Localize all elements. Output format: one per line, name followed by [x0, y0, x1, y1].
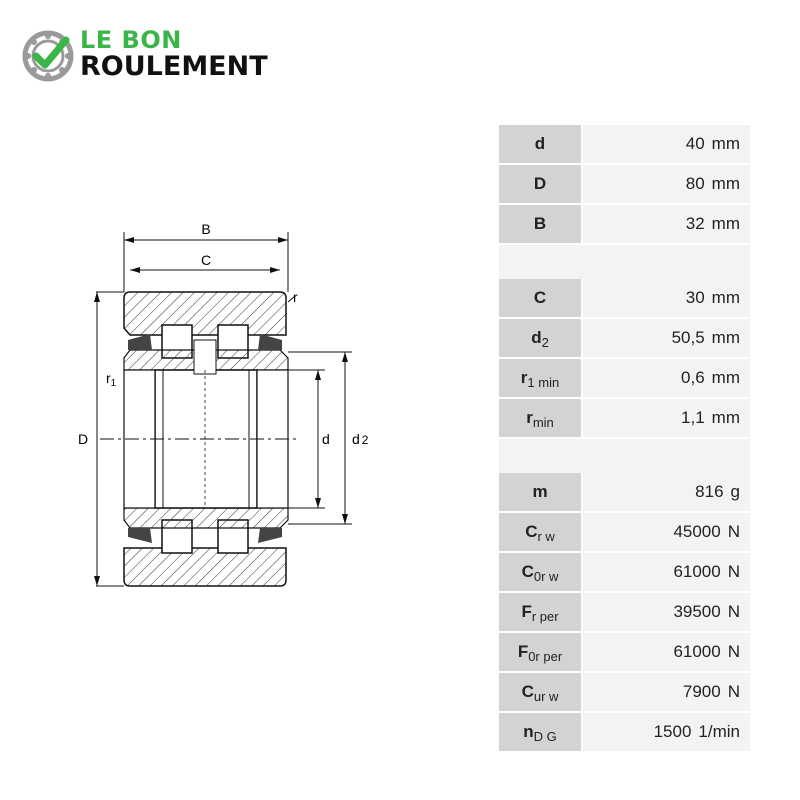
spec-symbol-subscript: ur w: [533, 688, 559, 704]
spec-symbol-main: r: [520, 368, 528, 387]
table-spacer: [499, 439, 750, 473]
spec-row: [499, 513, 750, 551]
spec-value: 45000: [673, 522, 721, 541]
spec-value: 40: [685, 134, 705, 153]
spec-value: 0,6: [681, 368, 705, 387]
spec-value-cell: [583, 359, 750, 397]
spec-symbol: [499, 513, 581, 551]
spec-value-cell: [583, 205, 750, 243]
spec-symbol: [499, 713, 581, 751]
spec-value-cell: [583, 473, 750, 511]
spec-symbol-subscript: 0r per: [528, 648, 563, 664]
spec-value: 61000: [673, 562, 721, 581]
spec-unit: mm: [711, 368, 740, 387]
spec-symbol: [499, 633, 581, 671]
spec-value-cell: [583, 553, 750, 591]
spec-symbol-subscript: min: [532, 414, 554, 430]
spec-value-cell: [583, 713, 750, 751]
spec-row: [499, 593, 750, 631]
spec-symbol-main: D: [533, 174, 547, 193]
spec-symbol: [499, 359, 581, 397]
spec-row: [499, 713, 750, 751]
spec-value: 1,1: [681, 408, 705, 427]
spec-value-cell: [583, 513, 750, 551]
spec-symbol: [499, 399, 581, 437]
spec-value: 50,5: [671, 328, 705, 347]
spec-unit: mm: [711, 174, 740, 193]
spec-row: [499, 125, 750, 163]
spec-symbol-subscript: r per: [531, 608, 559, 624]
dim-label-C: C: [200, 252, 212, 268]
dim-label-B: B: [201, 221, 211, 237]
spec-symbol: [499, 279, 581, 317]
spec-value-cell: [583, 593, 750, 631]
spec-unit: N: [727, 642, 740, 661]
spec-value-cell: [583, 673, 750, 711]
spec-symbol-main: d: [531, 328, 542, 347]
spec-unit: N: [727, 602, 740, 621]
spec-symbol-subscript: 2: [541, 334, 549, 350]
spec-symbol-subscript: D G: [533, 728, 557, 744]
dim-label-d: d: [322, 431, 330, 447]
spec-symbol-subscript: r w: [537, 528, 555, 544]
spec-row: [499, 205, 750, 243]
spec-unit: g: [730, 482, 740, 501]
spec-unit: N: [727, 562, 740, 581]
spec-value: 7900: [682, 682, 721, 701]
spec-value-cell: [583, 125, 750, 163]
spec-symbol: [499, 125, 581, 163]
dim-label-d2: d 2: [352, 431, 369, 447]
spec-value-cell: [583, 319, 750, 357]
spec-value: 61000: [673, 642, 721, 661]
spec-unit: N: [727, 522, 740, 541]
spec-symbol-main: C: [521, 562, 534, 581]
spec-symbol: [499, 473, 581, 511]
spec-symbol: [499, 673, 581, 711]
spec-unit: mm: [711, 134, 740, 153]
spec-value-cell: [583, 633, 750, 671]
spec-value-cell: [583, 165, 750, 203]
spec-symbol-main: C: [521, 682, 534, 701]
spec-symbol-main: F: [517, 642, 529, 661]
spec-row: [499, 319, 750, 357]
spec-symbol-subscript: 1 min: [527, 374, 560, 390]
spec-unit: mm: [711, 214, 740, 233]
spec-row: [499, 553, 750, 591]
spec-row: [499, 633, 750, 671]
spec-value-cell: [583, 399, 750, 437]
spec-unit: N: [727, 682, 740, 701]
spec-symbol-main: r: [526, 408, 533, 427]
spec-symbol-main: m: [532, 482, 548, 501]
spec-value: 80: [685, 174, 705, 193]
spec-symbol-subscript: 0r w: [533, 568, 559, 584]
logo-line-2: ROULEMENT: [80, 51, 268, 82]
spec-value: 32: [685, 214, 705, 233]
spec-value: 1500: [653, 722, 692, 741]
dim-label-D: D: [78, 431, 89, 447]
spec-symbol-main: B: [533, 214, 547, 233]
spec-unit: mm: [711, 288, 740, 307]
spec-symbol-main: F: [521, 602, 532, 621]
spec-value: 816: [695, 482, 724, 501]
spec-row: [499, 473, 750, 511]
spec-symbol-main: C: [525, 522, 538, 541]
spec-unit: 1/min: [698, 722, 740, 741]
spec-row: [499, 279, 750, 317]
spec-row: [499, 673, 750, 711]
spec-symbol: [499, 205, 581, 243]
spec-value: 30: [685, 288, 705, 307]
spec-value: 39500: [673, 602, 721, 621]
spec-symbol-main: n: [523, 722, 534, 741]
dim-label-r: r: [293, 289, 298, 305]
logo-line-1: LE BON: [80, 26, 182, 54]
table-spacer: [499, 245, 750, 279]
spec-symbol-main: C: [533, 288, 547, 307]
spec-unit: mm: [711, 408, 740, 427]
spec-row: [499, 165, 750, 203]
dim-label-r1: $r_1$: [106, 370, 117, 389]
spec-symbol: [499, 319, 581, 357]
spec-unit: mm: [711, 328, 740, 347]
spec-symbol-main: d: [534, 134, 546, 153]
spec-value-cell: [583, 279, 750, 317]
spec-row: [499, 399, 750, 437]
spec-row: [499, 359, 750, 397]
spec-symbol: [499, 165, 581, 203]
spec-symbol: [499, 593, 581, 631]
spec-symbol: [499, 553, 581, 591]
